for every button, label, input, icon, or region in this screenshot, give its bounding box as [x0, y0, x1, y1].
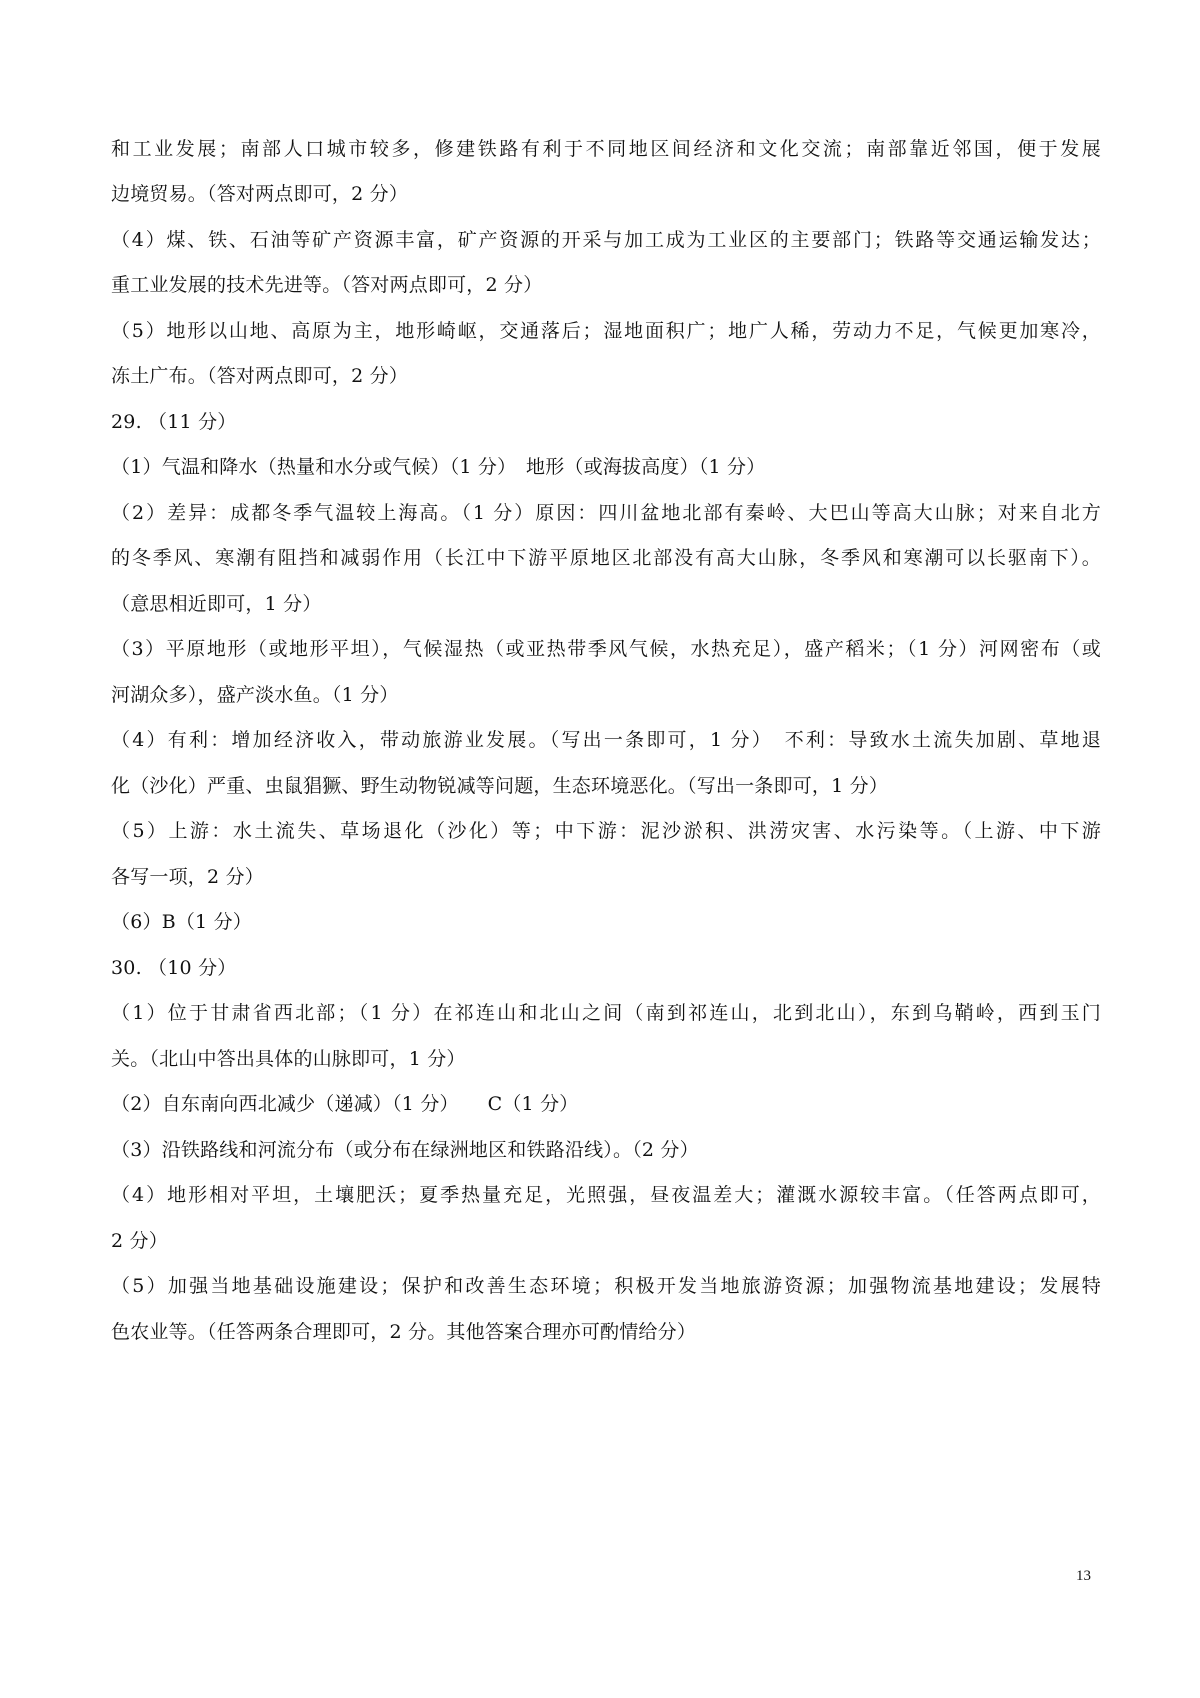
text-line: 冻土广布。（答对两点即可，2 分）: [111, 365, 409, 387]
text-line: 各写一项，2 分）: [111, 866, 264, 888]
text-line: （5）地形以山地、高原为主，地形崎岖，交通落后；湿地面积广；地广人稀，劳动力不足，气候更加寒冷，: [111, 320, 1101, 342]
text-line: （2）自东南向西北减少（递减）（1 分） C（1 分）: [111, 1093, 579, 1115]
text-line: （4）地形相对平坦，土壤肥沃；夏季热量充足，光照强，昼夜温差大；灌溉水源较丰富。（任答两点即可，: [111, 1184, 1101, 1206]
text-line: （1）位于甘肃省西北部；（1 分）在祁连山和北山之间（南到祁连山，北到北山），东到乌鞘岭，西到玉门: [111, 1002, 1101, 1024]
text-line: （1）气温和降水（热量和水分或气候）（1 分） 地形（或海拔高度）（1 分）: [111, 456, 766, 478]
text-line: （5）加强当地基础设施建设；保护和改善生态环境；积极开发当地旅游资源；加强物流基地建设；发展特: [111, 1275, 1101, 1297]
text-line: （5）上游：水土流失、草场退化（沙化）等；中下游：泥沙淤积、洪涝灾害、水污染等。（上游、中下游: [111, 820, 1101, 842]
text-line: （2）差异：成都冬季气温较上海高。（1 分）原因：四川盆地北部有秦岭、大巴山等高大山脉；对来自北方: [111, 502, 1101, 524]
text-line: （6）B（1 分）: [111, 911, 252, 933]
text-line: 2 分）: [111, 1230, 168, 1252]
text-line: 化（沙化）严重、虫鼠猖獗、野生动物锐减等问题，生态环境恶化。（写出一条即可，1 分）: [111, 775, 889, 797]
text-line: （4）煤、铁、石油等矿产资源丰富，矿产资源的开采与加工成为工业区的主要部门；铁路等交通运输发达；: [111, 229, 1101, 251]
text-line: 河湖众多），盛产淡水鱼。（1 分）: [111, 684, 399, 706]
text-line: 和工业发展；南部人口城市较多，修建铁路有利于不同地区间经济和文化交流；南部靠近邻国，便于发展: [111, 138, 1101, 160]
text-line: （4）有利：增加经济收入，带动旅游业发展。（写出一条即可，1 分） 不利：导致水土流失加剧、草地退: [111, 729, 1101, 751]
text-line: 重工业发展的技术先进等。（答对两点即可，2 分）: [111, 274, 543, 296]
text-line: 色农业等。（任答两条合理即可，2 分。其他答案合理亦可酌情给分）: [111, 1321, 697, 1343]
text-line: 的冬季风、寒潮有阻挡和减弱作用（长江中下游平原地区北部没有高大山脉，冬季风和寒潮可以长驱南下）。: [111, 547, 1101, 569]
text-line: 关。（北山中答出具体的山脉即可，1 分）: [111, 1048, 466, 1070]
page-number: 13: [1076, 1568, 1091, 1584]
text-line: （3）沿铁路线和河流分布（或分布在绿洲地区和铁路沿线）。（2 分）: [111, 1139, 699, 1161]
text-line: 边境贸易。（答对两点即可，2 分）: [111, 183, 409, 205]
text-line: 30. （10 分）: [111, 957, 237, 979]
text-line: （意思相近即可，1 分）: [111, 593, 322, 615]
text-line: （3）平原地形（或地形平坦），气候湿热（或亚热带季风气候，水热充足），盛产稻米；（1 分）河网密布（或: [111, 638, 1101, 660]
text-line: 29. （11 分）: [111, 411, 237, 433]
answer-page: [111, 0, 1101, 1698]
